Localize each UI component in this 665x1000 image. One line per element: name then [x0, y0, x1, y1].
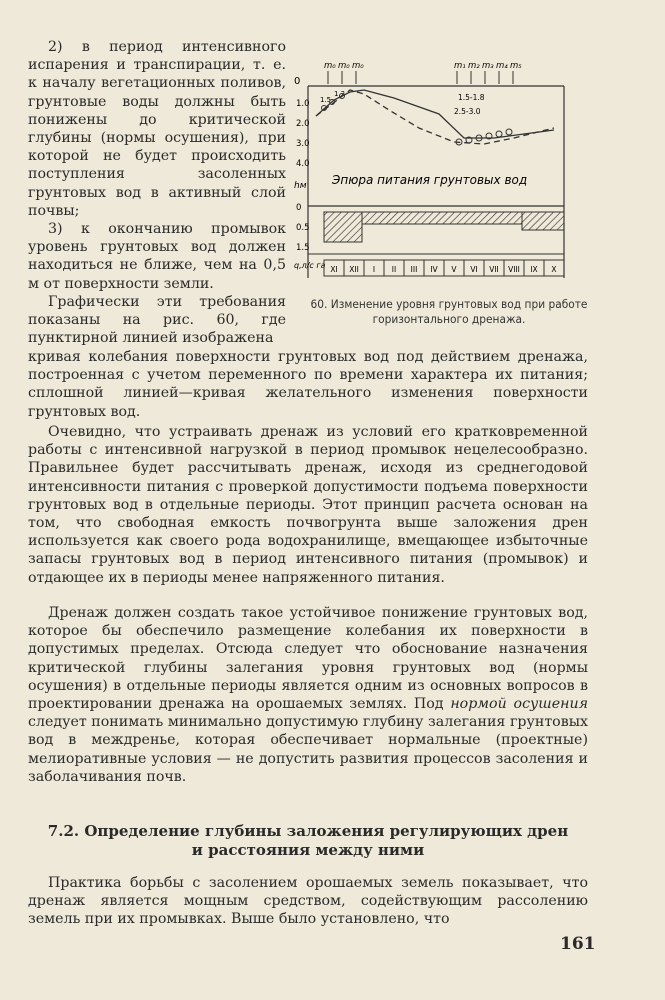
- lower-tick: 0.5: [296, 223, 310, 233]
- figure-60: [294, 54, 594, 294]
- month-label: IX: [530, 265, 538, 274]
- axis-label-q: q,л/с га: [294, 261, 326, 270]
- month-label: IV: [430, 265, 438, 274]
- graph-intro-text: Графически эти требования показаны на рис. 60, где пунктирной линией изображена: [28, 293, 286, 347]
- paragraph-text: [28, 604, 588, 786]
- axis-label-hm: hм: [294, 181, 307, 191]
- page-number: 161: [560, 934, 596, 954]
- top-zero-label: 0: [294, 76, 301, 87]
- month-label: III: [410, 265, 418, 274]
- top-label: m₀: [352, 61, 364, 71]
- month-label: XI: [330, 265, 338, 274]
- annotation: 1.5-1.8: [458, 93, 485, 102]
- section-title-line-1: 7.2. Определение глубины заложения регулирующих дрен: [47, 822, 569, 840]
- paragraph-2: [28, 423, 588, 587]
- month-label: VII: [489, 265, 499, 274]
- month-label: X: [551, 265, 557, 274]
- paragraph-text: Очевидно, что устраивать дренаж из условий его кратковременной работы с интенсивной нагрузкой в период промывок нецелесообразно. Правильнее будет рассчитывать дренаж, исходя из среднегодовой интенсивности питания с проверкой допустимости подъема поверхности грунтовых вод в отдельные периоды. Этот принцип расчета основан на том, что свободная емкость почвогрунта выше заложения дрен используется как своего рода водохранилище, вмещающее избыточные запасы грунтовых вод в период интенсивного питания (промывок) и отдающее их в периоды менее напряженного питания.: [28, 424, 588, 586]
- left-column: [28, 38, 286, 347]
- paragraph-text: Практика борьбы с засолением орошаемых земель показывает, что дренаж является мощным средством, содействующим рассолению земель при их промывках. Выше было установлено, что: [28, 875, 588, 928]
- paragraph-4: [28, 874, 588, 929]
- lower-tick: 0: [296, 203, 302, 213]
- top-label: m₁: [454, 61, 466, 71]
- month-label: VIII: [508, 265, 520, 274]
- figure-caption: 60. Изменение уровня грунтовых вод при работе горизонтального дренажа.: [310, 297, 588, 326]
- top-label: m₂: [468, 61, 480, 71]
- month-label: II: [391, 265, 397, 274]
- emphasis-term: нормой осушения: [450, 696, 588, 713]
- section-title-line-2: и расстояния между ними: [191, 841, 425, 859]
- top-label: m₀: [324, 61, 336, 71]
- top-label: m₀: [338, 61, 350, 71]
- paragraph-text-b: следует понимать минимально допустимую глубину залегания грунтовых вод в междренье, которая обеспечивает нормальные (проектные) мелиоративные условия — не допустить развития процессов засоления и заболачивания почв.: [28, 714, 588, 785]
- paragraph-text: кривая колебания поверхности грунтовых вод под действием дренажа, построенная с учетом переменного по времени характера их питания; сплошной линией—кривая желательного изменения поверхности грунтовых вод.: [28, 349, 588, 420]
- month-label: V: [451, 265, 457, 274]
- lower-tick: 1.5: [296, 243, 310, 253]
- list-item-3: 3) к окончанию промывок уровень грунтовых вод должен находиться не ближе, чем на 0,5 м от поверхности земли.: [28, 221, 286, 292]
- month-label: XII: [349, 265, 359, 274]
- top-label: m₄: [496, 61, 508, 71]
- depth-tick: 4.0: [296, 159, 310, 169]
- depth-tick: 1.0: [296, 99, 310, 109]
- annotation: 2.5-3.0: [454, 107, 481, 116]
- paragraph-text-a: Дренаж должен создать такое устойчивое понижение грунтовых вод, которое бы обеспечило размещение колебания их поверхности в допустимых пределах. Отсюда следует что обоснование назначения критической глубины залегания уровня грунтовых вод (нормы осушения) в отдельные периоды является одним из основных вопросов в проектировании дренажа на орошаемых землях. Под: [28, 605, 588, 713]
- section-heading: [28, 822, 588, 860]
- month-label: I: [372, 265, 376, 274]
- list-item-2: 2) в период интенсивного испарения и транспирации, т. е. к началу вегетационных поливов, грунтовые воды должны быть понижены до критической глубины (нормы осушения), при которой не будет происходить поступления засоленных грунтовых вод в активный слой почвы;: [28, 39, 286, 219]
- annotation: 1.5: [320, 96, 332, 104]
- diagram-title: Эпюра питания грунтовых вод: [332, 173, 528, 187]
- paragraph-3: [28, 604, 588, 786]
- paragraph-continuation: [28, 348, 588, 421]
- top-label: m₃: [482, 61, 494, 71]
- depth-tick: 2.0: [296, 119, 310, 129]
- annotation: 1.2: [334, 90, 346, 98]
- month-label: VI: [470, 265, 478, 274]
- depth-tick: 3.0: [296, 139, 310, 149]
- top-label: m₅: [510, 61, 522, 71]
